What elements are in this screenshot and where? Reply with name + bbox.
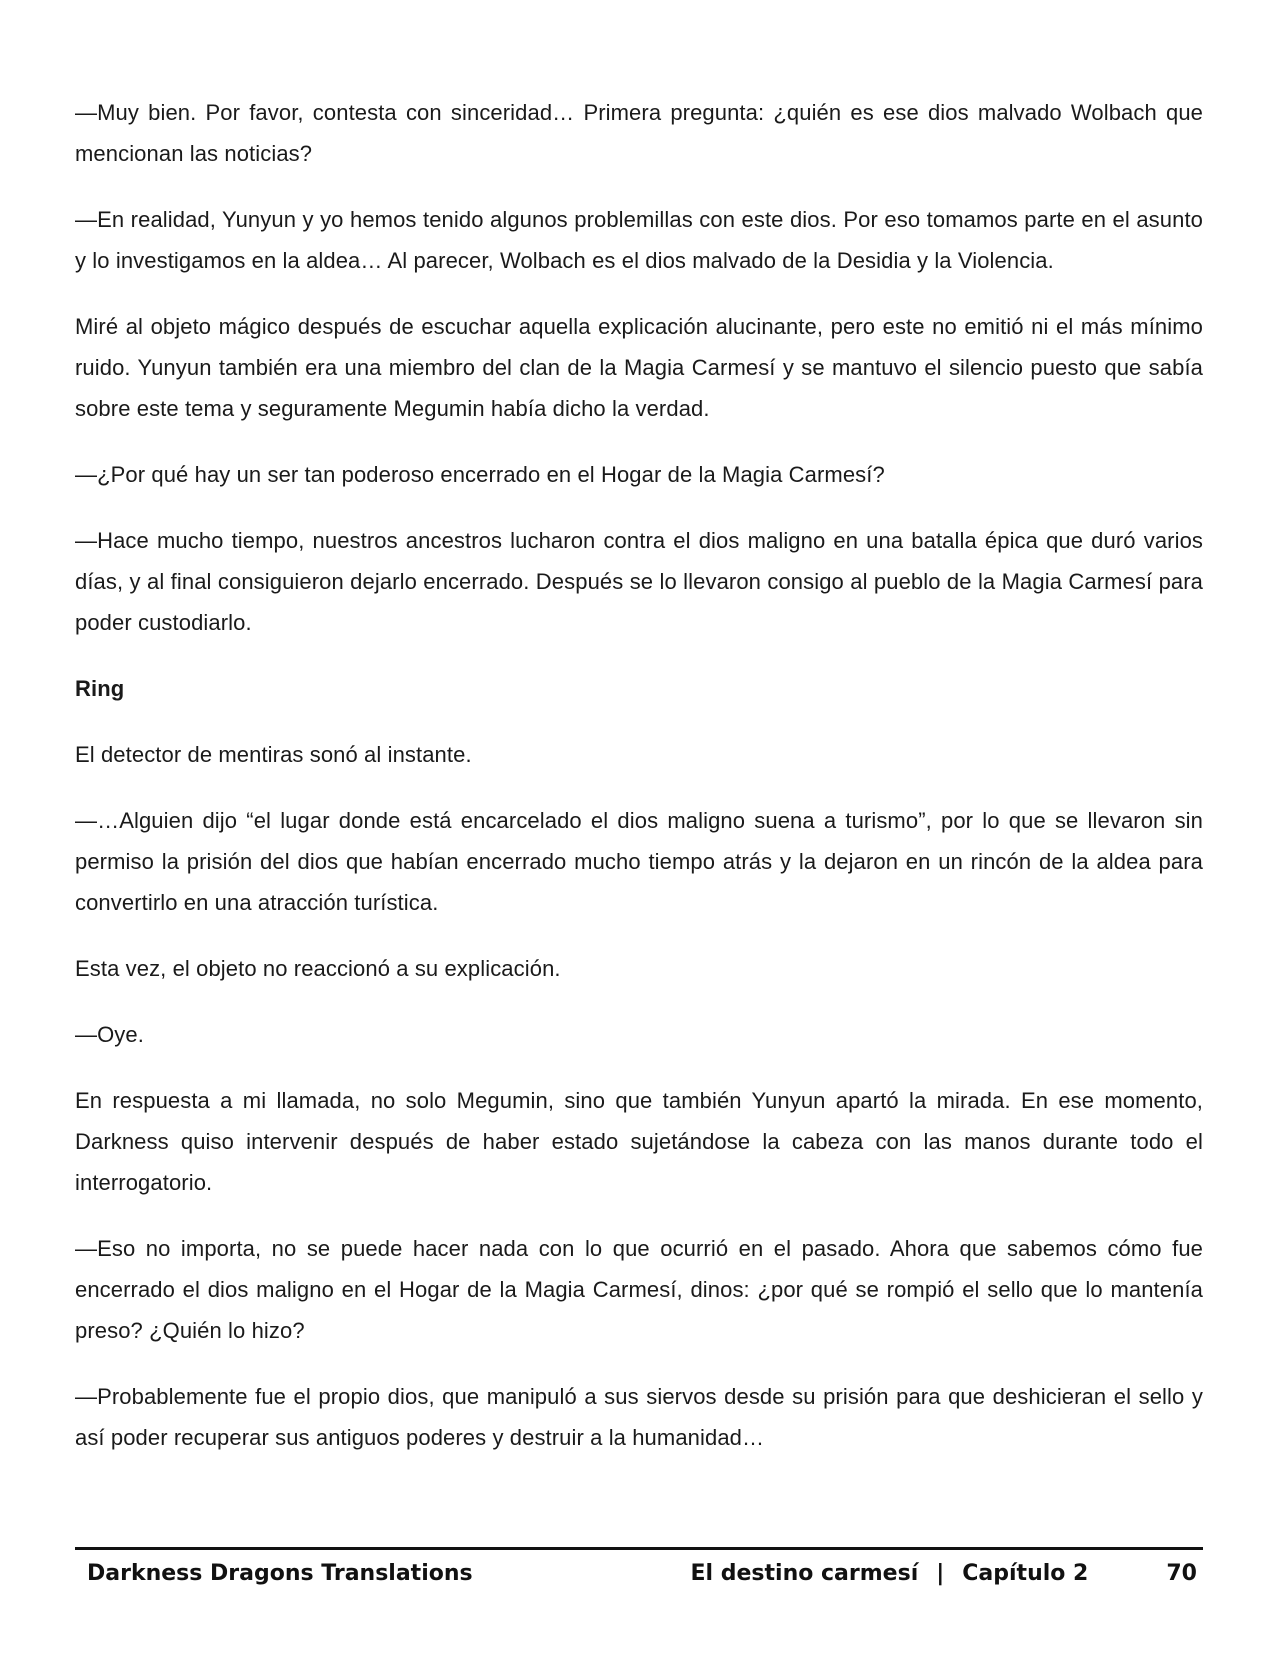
paragraph: En respuesta a mi llamada, no solo Megumin, sino que también Yunyun apartó la mirada. En ese momento, Darkness quiso intervenir después de haber estado sujetándose la cabeza con las manos durante todo el interrogatorio. (75, 1088, 1203, 1195)
paragraph: Miré al objeto mágico después de escuchar aquella explicación alucinante, pero este no emitió ni el más mínimo ruido. Yunyun también era una miembro del clan de la Magia Carmesí y se mantuvo el silencio puesto que sabía sobre este tema y seguramente Megumin había dicho la verdad. (75, 314, 1203, 421)
paragraph: —Hace mucho tiempo, nuestros ancestros lucharon contra el dios maligno en una batalla épica que duró varios días, y al final consiguieron dejarlo encerrado. Después se lo llevaron consigo al pueblo de la Magia Carmesí para poder custodiarlo. (75, 528, 1203, 635)
paragraph: El detector de mentiras sonó al instante. (75, 742, 472, 767)
paragraph: —Muy bien. Por favor, contesta con sinceridad… Primera pregunta: ¿quién es ese dios malvado Wolbach que mencionan las noticias? (75, 100, 1203, 166)
page-body (75, 92, 1203, 1483)
page-footer (75, 1547, 1203, 1600)
page-number: 70 (1166, 1561, 1197, 1586)
footer-separator: | (936, 1561, 945, 1586)
footer-right-group (691, 1561, 1197, 1586)
footer-publisher: Darkness Dragons Translations (87, 1561, 473, 1586)
paragraph: —Oye. (75, 1022, 144, 1047)
paragraph: Esta vez, el objeto no reaccionó a su explicación. (75, 956, 561, 981)
paragraph: —Probablemente fue el propio dios, que manipuló a sus siervos desde su prisión para que deshicieran el sello y así poder recuperar sus antiguos poderes y destruir a la humanidad… (75, 1384, 1203, 1450)
paragraph: —Eso no importa, no se puede hacer nada con lo que ocurrió en el pasado. Ahora que sabemos cómo fue encerrado el dios maligno en el Hogar de la Magia Carmesí, dinos: ¿por qué se rompió el sello que lo mantenía preso? ¿Quién lo hizo? (75, 1236, 1203, 1343)
paragraph: —En realidad, Yunyun y yo hemos tenido algunos problemillas con este dios. Por eso tomamos parte en el asunto y lo investigamos en la aldea… Al parecer, Wolbach es el dios malvado de la Desidia y la Violencia. (75, 207, 1203, 273)
paragraph: —¿Por qué hay un ser tan poderoso encerrado en el Hogar de la Magia Carmesí? (75, 462, 885, 487)
sound-effect-heading: Ring (75, 676, 125, 701)
paragraph: —…Alguien dijo “el lugar donde está encarcelado el dios maligno suena a turismo”, por lo que se llevaron sin permiso la prisión del dios que habían encerrado mucho tiempo atrás y la dejaron en un rincón de la aldea para convertirlo en una atracción turística. (75, 808, 1203, 915)
footer-book-title: El destino carmesí (690, 1561, 919, 1586)
footer-chapter: Capítulo 2 (962, 1561, 1089, 1586)
